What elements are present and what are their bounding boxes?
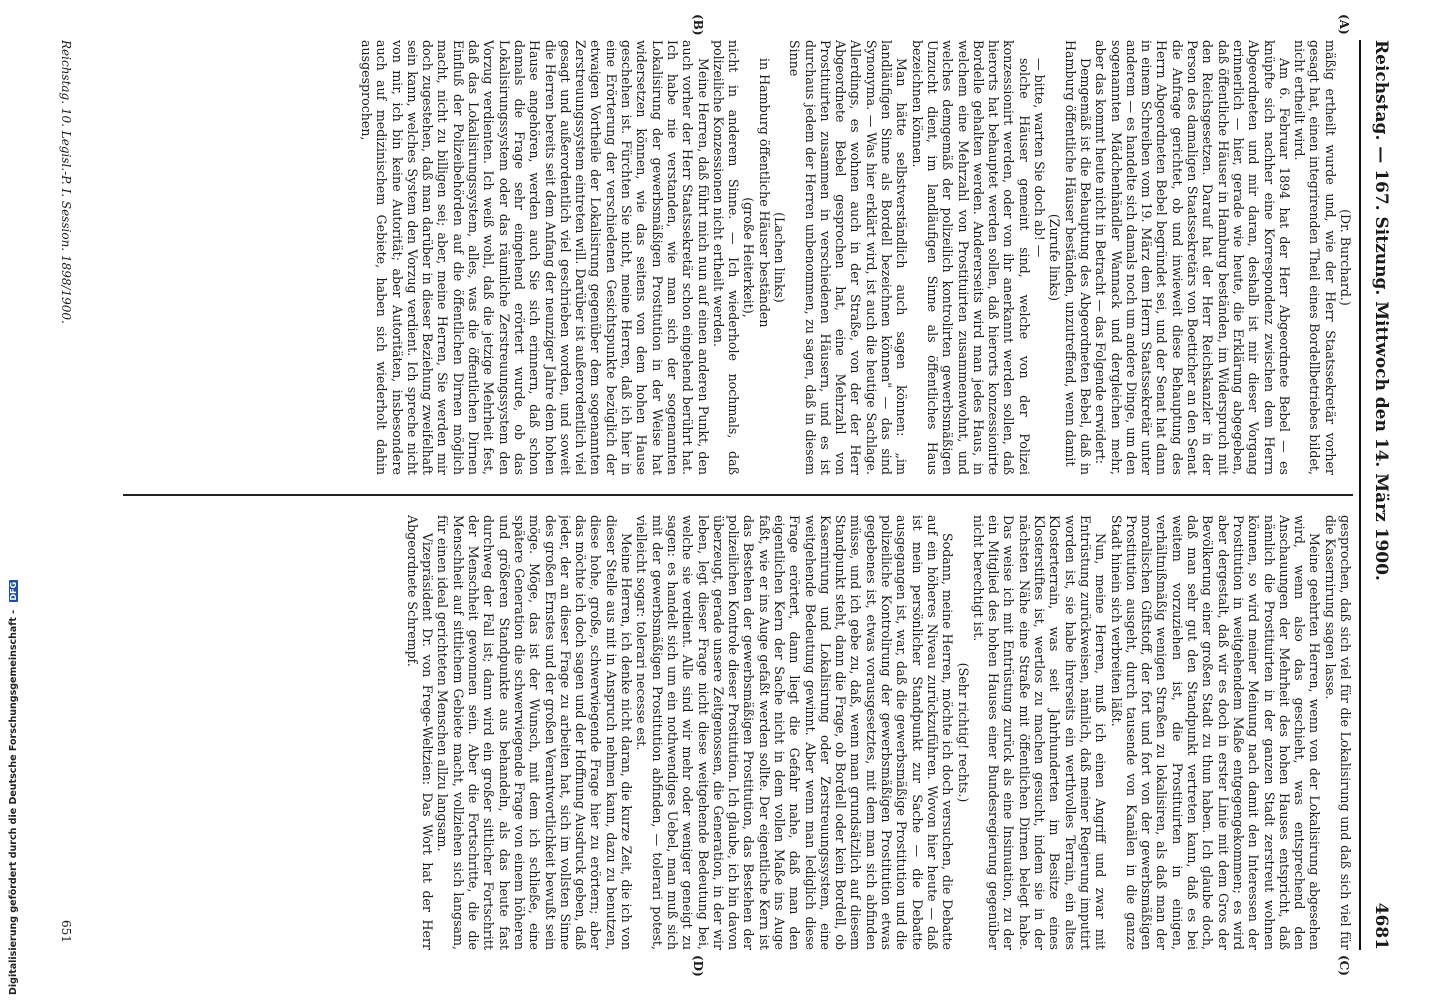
right-paragraph-3: Nun, meine Herren, muß ich einen Angriff und zwar mit Entrüstung zurückweisen, nämlich, daß meiner Regierung imputirt worden ist, sie habe ihrerseits ein werthvolles Terrain, ein altes Klosterterrain, was seit Jahrhunderten im Besitze eines Klosterstiftes ist, wertlos zu machen gesucht, indem sie in der nächsten Nähe eine Straße mit öffentlichen Dirnen belegt habe. Das weise ich mit Entrüstung zurück als eine Insinuation, zu der ein Mitglied des hohen Hauses einer Bundesregierung gegenüber nicht berechtigt ist.: [970, 515, 1109, 950]
page-number-top: 4681: [1371, 902, 1391, 950]
right-paragraph-4: Sodann, meine Herren, möchte ich doch versuchen, die Debatte auf ein höheres Niveau zurückzuführen. Wovon hier heute — daß ist mein persönlicher Standpunkt zur Sache — die Debatte ausgegangen ist, war, daß die gewerbsmäßige Prostitution und die polizeiliche Kontrolirung der gewerbsmäßigen Prostitution etwas gegebenes ist, etwas vorausgesetztes, mit dem man sich abfinden müsse, und ich gebe zu, daß, wenn man grundsätzlich auf diesem Standpunkt steht, dann die Frage, ob Bordell oder kein Bordell, ob Kasernirung und Lokalisirung oder Zerstreuungssystem, eine weitgehende Bedeutung gewinnt. Aber wenn man lediglich diese Frage erörtert, dann liegt die Gefahr nahe, daß man den eigentlichen Kern der Sache nicht in dem vollen Maße ins Auge faßt, wie er ins Auge gefaßt werden sollte. Der eigentliche Kern ist das Bestehen der gewerbsmäßigen Prostitution, das Bestehen der polizeilichen Kontrole dieser Prostitution. Ich glaube, ich bin davon überzeugt, gerade unsere Zeitgenossen, die Generation, in der wir leben, legt dieser Frage nicht diese weitgehende Bedeutung bei, welche sie verdient. Alle sind wir mehr oder weniger geneigt zu sagen: es handelt sich um ein nothwendiges Uebel, man muß sich mit der gewerbsmäßigen Prostitution abfinden, — tolerari potest, vielleicht sogar: tolerari necesse est.: [634, 515, 956, 950]
left-paragraph-7: in Hamburg öffentliche Häuser beständen: [756, 58, 772, 328]
left-paragraph-3: Demgemäß ist die Behauptung des Abgeordneten Bebel, daß in Hamburg öffentliche Häuser beständen, unzutreffend, wenn damit: [1062, 40, 1093, 475]
rotated-page-content: [55, 14, 1395, 977]
left-paragraph-1: mäßig ertheilt wurde und, wie der Herr Staatssekretär vorher gesagt hat, einen integrirenden Theil eines Bordellbetriebes bildet, nicht ertheilt wird.: [1292, 40, 1338, 475]
left-paragraph-2: Am 6. Februar 1894 hat der Herr Abgeordnete Bebel — es knüpfte sich nachher eine Korrespondenz zwischen dem Herrn Abgeordneten und mir daran, deshalb ist mir dieser Vorgang erinnerlich — hier, gerade wie heute, die Erklärung abgegeben, daß öffentliche Häuser in Hamburg beständen, im Widerspruch mit den Reichsgesetzen. Darauf hat der Herr Reichskanzler in der Person des damaligen Staatssekretärs von Boetticher an den Senat die Anfrage gerichtet, ob und inwieweit diese Behauptung des Herrn Abgeordneten Bebel begründet sei, und der Senat hat dann in einem Schreiben vom 19. März dem Herrn Staatssekretär unter anderem — es handelte sich damals noch um andere Dinge, um den sogenannten Mädchenhändler Wannack und dergleichen mehr, aber das kommt heute nicht in Betracht — das Folgende erwidert:: [1093, 40, 1292, 475]
column-divider: [123, 494, 1353, 496]
margin-marker-c: (C): [1337, 955, 1351, 976]
dfg-logo: DFG: [9, 581, 18, 601]
page-header: [1365, 40, 1395, 950]
speaker-tag: (Dr. Burchard.): [1338, 209, 1353, 306]
right-paragraph-5: Meine Herren, ich denke nicht daran, die kurze Zeit, die ich von dieser Stelle aus mit in Anspruch nehmen kann, dazu zu benutzen, diese hohe, große, schwerwiegende Frage hier zu erörtern; aber das möchte ich doch sagen und der Hoffnung Ausdruck geben, daß jeder, der an dieser Frage zu arbeiten hat, sich im vollsten Sinne des großen Ernstes und der großen Verantwortlichkeit bewußt sein möge. Möge, das ist der Wunsch, mit dem ich schließe, eine spätere Generation die schwerwiegende Frage von einem höheren und größeren Standpunkte aus behandeln, als das heute fast durchweg der Fall ist; dann wird ein großer sittlicher Fortschritt der Menschheit gewonnen sein. Aber die Fortschritte, die die Menschheit auf sittlichem Gebiete macht, vollziehen sich langsam, für einen ideal gerichteten Menschen allzu langsam.: [435, 515, 635, 950]
page-number-bottom: 651: [59, 920, 73, 943]
right-column: [73, 515, 1353, 950]
right-paragraph-2: Meine geehrten Herren, wenn von der Lokalisirung abgesehen wird, wenn also das geschieht, was entsprechend den Anschauungen der Mehrheit des hohen Hauses entspricht, daß nämlich die Prostituirten in der ganzen Stadt zerstreut wohnen können, so wird meiner Meinung nach damit den Interessen der Prostitution in weitgehendem Maße entgegengekommen; es wird aber dergestalt, daß wir es doch in erster Linie mit dem Gros der Bevölkerung einer großen Stadt zu thun haben. Ich glaube doch, daß man sehr gut den Standpunkt vertreten kann, daß es bei weitem vorzuziehen ist, die Prostituirten in einigen, verhältnißmäßig wenigen Straßen zu lokalisiren, als daß man der moralischen Giftstoff, der fort und fort von der gewerbsmäßigen Prostitution ausgeht, durch tausende von Kanälen in die ganze Stadt hinein sich verbreiten läßt.: [1108, 515, 1323, 950]
header-rule: [1359, 40, 1361, 950]
margin-marker-d: (D): [691, 955, 705, 977]
left-interjection-3: (große Heiterkeit),: [741, 197, 757, 318]
right-interjection-1: (Sehr richtig! rechts.): [955, 662, 971, 803]
left-paragraph-9: Meine Herren, daß führt mich nun auf einen anderen Punkt, den auch vorher der Herr Staatssekretär schon eingehend berührt hat. Ich habe nie verstanden, wie man sich der sogenannten Lokalisirung der gewerbsmäßigen Prostitution in der Weise hat widersetzen können, wie das seitens von dem hohen Hause geschehen ist. Fürchten Sie nicht, meine Herren, daß ich hier in eine Erörterung der verschiedenen Gesichtspunkte bezüglich der etwaigen Vortheile der Lokalisirung gegenüber dem sogenannten Zerstreuungssystem eintreten will. Darüber ist außerordentlich viel gesagt und außerordentlich viel geschrieben worden, und soweit die Herren bereits seit dem Anfang der neunziger Jahre dem hohen Hause angehören, werden auch Sie sich erinnern, daß schon damals die Frage sehr eingehend erörtert wurde, ob das Lokalisirungssystem oder das räumliche Zerstreuungssystem den Vorzug verdienten. Ich weiß wohl, daß die jetzige Mehrheit fest, daß das Lokalisirungssystem, alles, was die öffentlichen Dirnen Einfluß der Polizeibehörden auf die öffentlichen Dirnen möglich macht, nicht zu billigen sei; aber, meine Herren, Sie werden mir doch zugestehen, daß man darüber in dieser Beziehung zweifelhaft sein kann, welches System den Vorzug verdient. Ich spreche nicht von mir, ich bin keine Autorität; aber Autoritäten, insbesondere auch auf medizinischem Gebiete, haben sich wiederholt dahin ausgesprochen,: [359, 40, 711, 475]
margin-marker-b: (B): [691, 14, 705, 36]
running-head: Reichstag. — 167. Sitzung. Mittwoch den 14. März 1900.: [1371, 40, 1391, 581]
credit-text: Digitalisierung gefördert durch die Deutsche Forschungsgemeinschaft -: [8, 609, 19, 995]
left-interjection-1: (Zurufe links): [1047, 213, 1063, 302]
page-footer: Reichstag. 10. Legisl.-P. I. Session. 1898/1900.: [59, 40, 73, 324]
margin-marker-a: (A): [1337, 14, 1351, 35]
left-paragraph-4: — bitte, warten Sie doch ab! —: [1032, 58, 1048, 258]
left-paragraph-6: Man hätte selbstverständlich auch sagen können: „im landläufigen Sinne als Bordell bezeichnen können" — das sind Synonyma. — Was hier erklärt wird, ist auch die heutige Sachlage. Allerdings, es wohnen auch in der Straße, von der der Herr Abgeordnete Bebel gesprochen hat, eine Mehrzahl von Prostituirten zusammen in verschiedenen Häusern, und es ist durchaus jedem der Herren unbenommen, zu sagen, daß in diesem Sinne: [787, 40, 910, 475]
left-interjection-2: (Lachen links): [772, 212, 788, 303]
left-column: [73, 40, 1353, 475]
left-paragraph-5: solche Häuser gemeint sind, welche von der Polizei konzessionirt werden, oder von ihr anerkannt werden sollen, daß hierorts hat behauptet werden sollen, daß hierorts konzessionirte Bordelle gehalten werden. Andererseits wird man jedes Haus, in welchem eine Mehrzahl von Prostituirten zusammenwohnt, und welches demgemäß der polizeilich kontrolirten gewerbsmäßigen Unzucht dient, im landläufigen Sinne als öffentliches Haus bezeichnen können.: [909, 40, 1032, 475]
left-paragraph-8: nicht in anderem Sinne. — Ich wiederhole nochmals, daß polizeiliche Konzessionen nicht ertheilt werden.: [710, 40, 742, 475]
right-paragraph-1: gesprochen, daß sich viel für die Lokalisirung und daß sich viel für die Kasernirung sagen lasse.: [1322, 515, 1353, 950]
right-paragraph-6: Vizepräsident Dr. von Frege-Weltzien: Das Wort hat der Herr Abgeordnete Schrempf.: [404, 515, 436, 950]
digitization-credit: [8, 580, 19, 995]
